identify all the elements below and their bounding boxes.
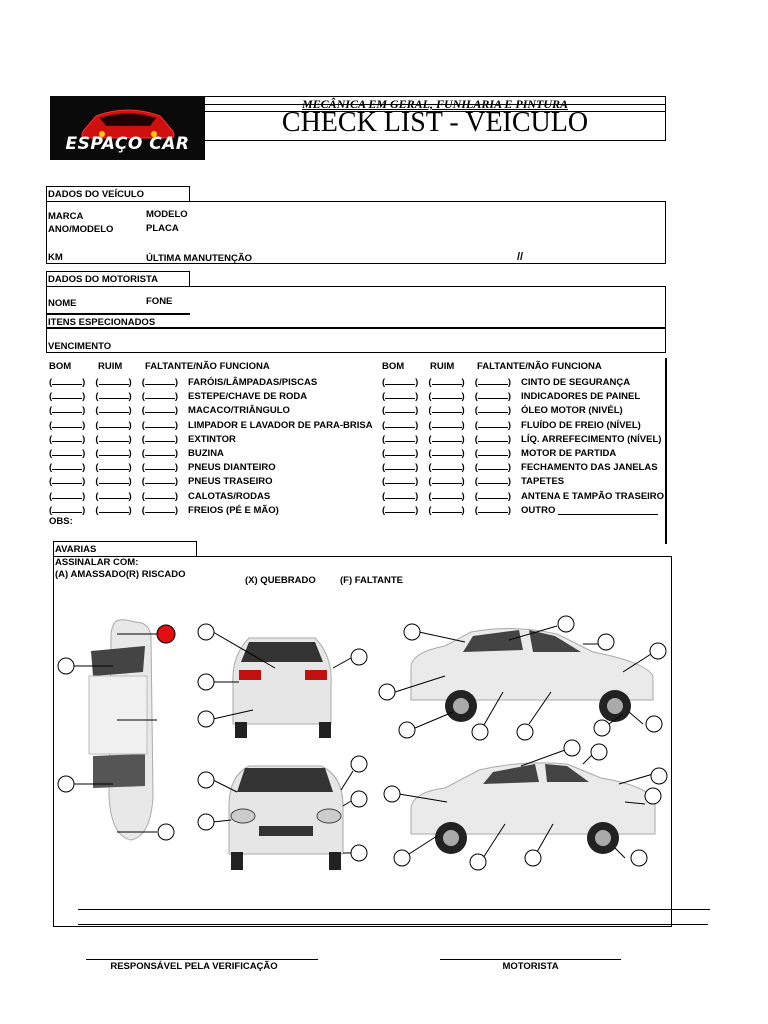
checkbox-faltante[interactable]: ( ) xyxy=(141,377,179,388)
checkbox-bom[interactable]: ( ) xyxy=(49,490,86,502)
checkbox-faltante[interactable]: ( ) xyxy=(141,405,179,417)
checkbox-bom[interactable]: ( ) xyxy=(382,504,419,516)
checkbox-ruim[interactable]: ( ) xyxy=(428,476,465,488)
checklist-row-left-4 xyxy=(49,432,236,445)
checklist-item-label: ESTEPE/CHAVE DE RODA xyxy=(188,391,308,403)
checkbox-bom[interactable]: ( ) xyxy=(49,419,86,431)
checkbox-faltante[interactable]: ( ) xyxy=(474,405,512,417)
checkbox-bom[interactable]: ( ) xyxy=(49,391,86,403)
checklist-row-left-3 xyxy=(49,418,373,431)
checkbox-ruim[interactable]: ( ) xyxy=(95,490,132,502)
checklist-row-left-1 xyxy=(49,389,307,402)
checklist-row-right-0 xyxy=(382,375,630,388)
checkbox-faltante[interactable]: ( ) xyxy=(141,476,179,488)
checklist-row-left-5 xyxy=(49,446,224,459)
checkbox-bom[interactable]: ( ) xyxy=(382,391,419,403)
checklist-item-label: LIMPADOR E LAVADOR DE PARA-BRISA xyxy=(188,419,373,431)
label-ano-modelo: ANO/MODELO xyxy=(48,224,114,235)
checkbox-ruim[interactable]: ( ) xyxy=(428,448,465,459)
checklist-row-left-8 xyxy=(49,489,270,502)
checkbox-faltante[interactable]: ( ) xyxy=(474,377,512,388)
legend-faltante: (F) FALTANTE xyxy=(340,575,403,586)
checkbox-ruim[interactable]: ( ) xyxy=(428,405,465,417)
car-side-view-icon xyxy=(411,628,653,722)
vehicle-data-box xyxy=(46,201,666,264)
checkbox-bom[interactable]: ( ) xyxy=(382,462,419,474)
checklist-row-right-5 xyxy=(382,446,616,459)
checkbox-ruim[interactable]: ( ) xyxy=(428,490,465,502)
legend-amassado-riscado: (A) AMASSADO(R) RISCADO xyxy=(55,569,186,580)
checkbox-ruim[interactable]: ( ) xyxy=(95,419,132,431)
checklist-item-label: FREIOS (PÉ E MÃO) xyxy=(188,504,279,516)
checklist-row-right-2 xyxy=(382,403,623,416)
checkbox-bom[interactable]: ( ) xyxy=(382,490,419,502)
checkbox-faltante[interactable]: ( ) xyxy=(474,433,512,445)
signature-responsavel-label: RESPONSÁVEL PELA VERIFICAÇÃO xyxy=(110,961,278,972)
checkbox-bom[interactable]: ( ) xyxy=(49,462,86,474)
checklist-item-label: ANTENA E TAMPÃO TRASEIRO xyxy=(521,490,665,502)
checklist-row-right-8 xyxy=(382,489,664,502)
checklist-item-label: LÍQ. ARREFECIMENTO (NÍVEL) xyxy=(521,433,662,445)
label-km: KM xyxy=(48,252,63,263)
checkbox-ruim[interactable]: ( ) xyxy=(95,391,132,403)
checkbox-ruim[interactable]: ( ) xyxy=(428,504,465,516)
checklist-item-label: TAPETES xyxy=(521,476,565,488)
checkbox-faltante[interactable]: ( ) xyxy=(474,462,512,474)
checklist-row-left-9 xyxy=(49,503,279,516)
checkbox-bom[interactable]: ( ) xyxy=(382,405,419,417)
checklist-row-left-6 xyxy=(49,460,276,473)
damage-marker-red xyxy=(157,625,175,643)
car-front-view-icon xyxy=(229,766,343,870)
checklist-item-label: BUZINA xyxy=(188,448,224,459)
checkbox-ruim[interactable]: ( ) xyxy=(95,504,132,516)
checkbox-bom[interactable]: ( ) xyxy=(49,448,86,459)
checkbox-bom[interactable]: ( ) xyxy=(382,377,419,388)
col-ruim-right: RUIM xyxy=(430,361,455,372)
col-bom-right: BOM xyxy=(382,361,405,372)
checkbox-ruim[interactable]: ( ) xyxy=(95,476,132,488)
checkbox-faltante[interactable]: ( ) xyxy=(141,433,179,445)
checkbox-ruim[interactable]: ( ) xyxy=(428,377,465,388)
label-fone: FONE xyxy=(146,296,173,307)
legend-quebrado: (X) QUEBRADO xyxy=(245,575,316,586)
label-placa: PLACA xyxy=(146,223,179,234)
checklist-row-right-1 xyxy=(382,389,640,402)
checkbox-ruim[interactable]: ( ) xyxy=(428,391,465,403)
col-ruim-left: RUIM xyxy=(98,361,123,372)
brand-name: ESPAÇO CAR xyxy=(65,134,190,154)
checklist-item-label: PNEUS TRASEIRO xyxy=(188,476,273,488)
label-ultima-manutencao: ÚLTIMA MANUTENÇÃO xyxy=(146,253,253,264)
checklist-item-label: FARÓIS/LÂMPADAS/PISCAS xyxy=(188,377,318,388)
checklist-item-label: MOTOR DE PARTIDA xyxy=(521,448,617,459)
checklist-row-left-2 xyxy=(49,403,290,416)
checkbox-ruim[interactable]: ( ) xyxy=(95,433,132,445)
checklist-item-label: MACACO/TRIÂNGULO xyxy=(188,405,290,417)
car-top-view-icon xyxy=(89,620,153,840)
col-faltante-right: FALTANTE/NÃO FUNCIONA xyxy=(477,361,602,372)
checklist-row-right-3 xyxy=(382,418,641,431)
car-rear-view-icon xyxy=(233,638,331,738)
checkbox-faltante[interactable]: ( ) xyxy=(141,419,179,431)
checklist-item-label: EXTINTOR xyxy=(188,433,236,445)
checklist-row-right-4 xyxy=(382,432,661,445)
label-itens: ITENS ESPECIONADOS xyxy=(48,317,156,328)
checkbox-bom[interactable]: ( ) xyxy=(382,419,419,431)
label-nome: NOME xyxy=(48,298,77,309)
checklist-row-right-7 xyxy=(382,474,564,487)
checkbox-faltante[interactable]: ( ) xyxy=(474,504,512,516)
company-subtitle: MECÂNICA EM GERAL, FUNILARIA E PINTURA xyxy=(301,97,569,111)
checklist-item-label: CINTO DE SEGURANÇA xyxy=(521,377,631,388)
checklist-item-label: PNEUS DIANTEIRO xyxy=(188,462,276,474)
checkbox-ruim[interactable]: ( ) xyxy=(428,462,465,474)
section-vehicle-header: DADOS DO VEÍCULO xyxy=(46,186,190,202)
checkbox-ruim[interactable]: ( ) xyxy=(428,419,465,431)
checkbox-faltante[interactable]: ( ) xyxy=(474,490,512,502)
checklist-row-right-6 xyxy=(382,460,658,473)
checkbox-bom[interactable]: ( ) xyxy=(382,448,419,459)
checklist-item-label: FLUÍDO DE FREIO (NÍVEL) xyxy=(521,419,641,431)
signature-motorista-label: MOTORISTA xyxy=(502,961,559,972)
checklist-item-label: CALOTAS/RODAS xyxy=(188,490,271,502)
col-bom-left: BOM xyxy=(49,361,72,372)
checklist-item-label: FECHAMENTO DAS JANELAS xyxy=(521,462,658,474)
label-obs: OBS: xyxy=(49,516,73,527)
checkbox-faltante[interactable]: ( ) xyxy=(141,490,179,502)
label-modelo: MODELO xyxy=(146,209,188,220)
checkbox-ruim[interactable]: ( ) xyxy=(95,448,132,459)
checkbox-faltante[interactable]: ( ) xyxy=(474,391,512,403)
section-damage-header: AVARIAS xyxy=(53,541,197,557)
checkbox-ruim[interactable]: ( ) xyxy=(428,433,465,445)
checkbox-bom[interactable]: ( ) xyxy=(382,476,419,488)
checkbox-faltante[interactable]: ( ) xyxy=(474,476,512,488)
brand-logo xyxy=(50,96,205,160)
checkbox-ruim[interactable]: ( ) xyxy=(95,405,132,417)
checkbox-bom[interactable]: ( ) xyxy=(49,476,86,488)
checklist-row-left-7 xyxy=(49,474,273,487)
label-marca: MARCA xyxy=(48,211,84,222)
label-vencimento: VENCIMENTO xyxy=(48,341,112,352)
checklist-item-label: ÓLEO MOTOR (NIVÉL) xyxy=(521,405,623,417)
section-driver-header: DADOS DO MOTORISTA xyxy=(46,271,190,287)
checkbox-bom[interactable]: ( ) xyxy=(49,504,86,516)
label-assinalar: ASSINALAR COM: xyxy=(55,557,139,568)
checkbox-bom[interactable]: ( ) xyxy=(49,433,86,445)
checklist-row-right-9 xyxy=(382,503,555,516)
checkbox-faltante[interactable]: ( ) xyxy=(141,462,179,474)
checkbox-bom[interactable]: ( ) xyxy=(49,405,86,417)
checklist-row-left-0 xyxy=(49,375,317,388)
checkbox-ruim[interactable]: ( ) xyxy=(95,377,132,388)
checklist-item-label: INDICADORES DE PAINEL xyxy=(521,391,641,403)
checkbox-faltante[interactable]: ( ) xyxy=(474,419,512,431)
col-faltante-left: FALTANTE/NÃO FUNCIONA xyxy=(145,361,270,372)
checkbox-bom[interactable]: ( ) xyxy=(382,433,419,445)
checkbox-faltante[interactable]: ( ) xyxy=(141,391,179,403)
date-separator: // xyxy=(517,251,524,263)
checklist-item-label: OUTRO xyxy=(521,504,556,516)
checkbox-faltante[interactable]: ( ) xyxy=(141,504,179,516)
checkbox-bom[interactable]: ( ) xyxy=(49,377,86,388)
checkbox-faltante[interactable]: ( ) xyxy=(141,448,179,459)
checkbox-faltante[interactable]: ( ) xyxy=(474,448,512,459)
car-side-view-rear-icon xyxy=(411,763,655,854)
checkbox-ruim[interactable]: ( ) xyxy=(95,462,132,474)
page-title: CHECK LIST - VEICULO xyxy=(281,107,589,138)
car-diagram xyxy=(53,596,672,896)
